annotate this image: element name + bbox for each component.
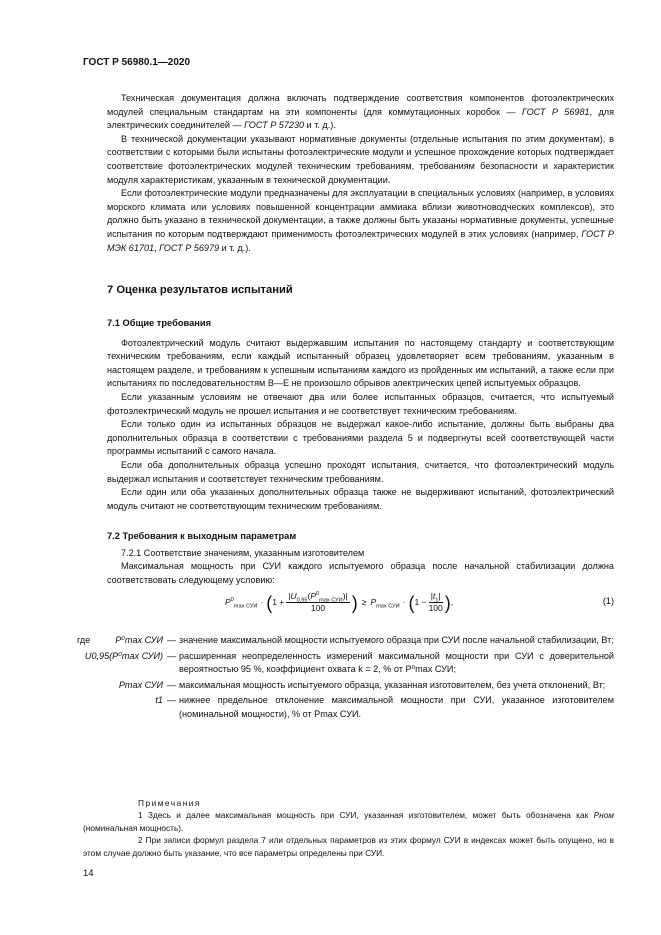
formula-paren: (: [266, 592, 273, 613]
formula-comma: ,: [450, 597, 454, 608]
formula-numerator: $|U_{0,95}(P^0_{max СУИ})|$: [288, 591, 348, 605]
formula-dot: ·: [402, 597, 406, 608]
section-paragraph: Если указанным условиям не отвечают два или более испытанных образцов, считается, что испытуемый фотоэлектрический модуль не прошел испытания и не соответствует техническим требованиям.: [107, 391, 614, 416]
formula-term-p0: $P^0_{max СУИ}$: [225, 597, 258, 610]
definition-symbol: t1: [155, 695, 163, 706]
section-paragraph: Если оба дополнительных образца успешно проходят испытания, считается, что фотоэлектрический модуль выдержал испытания и соответствует техническим требованиям.: [107, 459, 614, 484]
formula-paren: ): [444, 592, 451, 613]
text-run: 1 Здесь и далее максимальная мощность при СУИ, указанная изготовителем, может быть обозначена как: [138, 810, 594, 821]
page-number: 14: [83, 868, 94, 879]
document-header: ГОСТ Р 56980.1—2020: [83, 57, 191, 68]
note-1: [83, 809, 614, 834]
definition-dash: —: [167, 679, 177, 690]
definition-dash: —: [167, 635, 177, 645]
definition-symbol: Pmax СУИ: [118, 679, 163, 690]
equation-number: (1): [602, 596, 614, 607]
subsection-heading: 7.2 Требования к выходным параметрам: [107, 531, 297, 541]
symbol: Pном: [593, 810, 614, 821]
text-run: Если фотоэлектрические модули предназначены для эксплуатации в специальных условиях (например, в условиях морского климата или условиях повышенной концентрации аммиака вблизи животноводческих комплексов), это должно быть указано в технической документации, а также должны быть указаны нормативные документы, успешные испытания по которым подтверждают применимость фотоэлектрических модулей в этих условиях (например,: [107, 188, 614, 239]
formula-1: [107, 587, 614, 621]
definition-text: значение максимальной мощности испытуемого образца при СУИ после начальной стабилизации, Вт;: [179, 635, 614, 645]
formula-expression: [225, 591, 453, 614]
notes-block: [83, 797, 614, 859]
text-run: (номинальная мощность).: [83, 822, 184, 833]
formula-denominator: 100: [428, 603, 443, 614]
note-2: 2 При записи формул раздела 7 или отдельных параметров из этих формул СУИ в индексах может быть опущено, но в этом случае должно быть указание, что все параметры определены при СУИ.: [83, 835, 614, 858]
formula-paren: (: [408, 592, 415, 613]
definition-text: максимальная мощность испытуемого образца, указанная изготовителем, без учета отклонений, Вт;: [179, 679, 606, 690]
definition-row: [77, 634, 614, 648]
formula-denominator: 100: [310, 603, 326, 614]
standard-reference: ГОСТ Р 57230: [244, 120, 305, 131]
formula-geq: ≥: [361, 597, 367, 608]
definition-row: [84, 650, 614, 677]
section-paragraph: Фотоэлектрический модуль считают выдержавшим испытания по настоящему стандарту и соответствующим техническим требованиям, если каждый испытанный образец удовлетворяет всем требованиям, указанным в настоящем разделе, и требованиям к успешным испытаниям каждого из пройденных им испытаний, а также если при испытаниях по последовательностям В—Е не произошло обрывов электрических цепей испытуемых образцов.: [107, 337, 614, 389]
section-7-heading-block: [107, 283, 614, 298]
intro-paragraph-3: [107, 187, 614, 255]
section-7-2: [107, 530, 614, 621]
formula-term-pmax: $P_{max СУИ}$: [370, 597, 400, 610]
formula-dot: ·: [260, 597, 264, 608]
standard-reference: ГОСТ Р 56979: [159, 242, 220, 253]
definition-text: нижнее предельное отклонение максимальной мощности при СУИ, указанное изготовителем (номинальной мощности), % от Pmax СУИ.: [179, 695, 614, 719]
intro-paragraph-2: В технической документации указывают нормативные документы (отдельные испытания по этим документам), в соответствии с которыми были испытаны фотоэлектрические модули и успешное прохождение которых подтверждает соответствие фотоэлектрических модулей техническим требованиям, требованиям безопасности и характеристик модуля характеристикам, указанным в технической документации.: [107, 133, 614, 185]
section-paragraph: Максимальная мощность при СУИ каждого испытуемого образца после начальной стабилизации должна соответствовать следующему условию:: [107, 561, 614, 585]
definition-row: [107, 694, 614, 721]
formula-fraction-u: [286, 591, 350, 614]
formula-fraction-t: [429, 591, 443, 614]
formula-one-plus: 1 +: [272, 597, 285, 608]
symbol-definitions: [77, 634, 614, 724]
text-run: ,: [154, 242, 160, 253]
definition-dash: —: [167, 650, 177, 661]
section-paragraph: Если только один из испытанных образцов не выдержал какое-либо испытание, должны быть выбраны два дополнительных образца в соответствии с требованиями раздела 5 и подвергнуты всей соответствующей части программы испытаний с самого начала.: [107, 419, 614, 457]
intro-block: [107, 92, 614, 255]
text-run: , для электрических соединителей —: [107, 106, 614, 131]
definition-symbol: P⁰max СУИ: [115, 635, 163, 645]
definition-row: [107, 679, 614, 693]
standard-reference: ГОСТ Р 56981: [521, 106, 590, 117]
standard-reference: ГОСТ Р МЭК 61701: [107, 228, 614, 253]
notes-title: Примечания: [138, 798, 201, 808]
definition-text: расширенная неопределенность измерений максимальной мощности при СУИ с доверительной вероятностью 95 %, коэффициент охвата k = 2, % от P⁰max СУИ;: [179, 650, 614, 675]
subsection-heading: 7.1 Общие требования: [107, 318, 212, 328]
text-run: и т. д.).: [219, 242, 251, 253]
clause-heading: 7.2.1 Соответствие значениям, указанным изготовителем: [121, 547, 365, 558]
formula-paren: ): [351, 592, 358, 613]
definition-symbol: U0,95(P⁰max СУИ): [84, 650, 163, 661]
formula-one-minus: 1 −: [414, 597, 427, 608]
where-label: где: [77, 635, 91, 645]
text-run: Техническая документация должна включать подтверждение соответствия компонентов фотоэлектрических модулей специальным стандартам на эти компоненты (для коммутационных коробок —: [107, 93, 614, 117]
section-paragraph: Если один или оба указанных дополнительных образца также не выдерживают испытаний, фотоэлектрический модуль считают не соответствующим техническим требованиям.: [107, 487, 614, 511]
intro-paragraph-1: [107, 92, 614, 133]
formula-numerator: $|t_1|$: [430, 591, 441, 605]
definition-dash: —: [167, 695, 177, 706]
text-run: и т. д.).: [304, 120, 336, 131]
section-heading: 7 Оценка результатов испытаний: [107, 284, 293, 296]
section-7-1: [107, 317, 614, 513]
